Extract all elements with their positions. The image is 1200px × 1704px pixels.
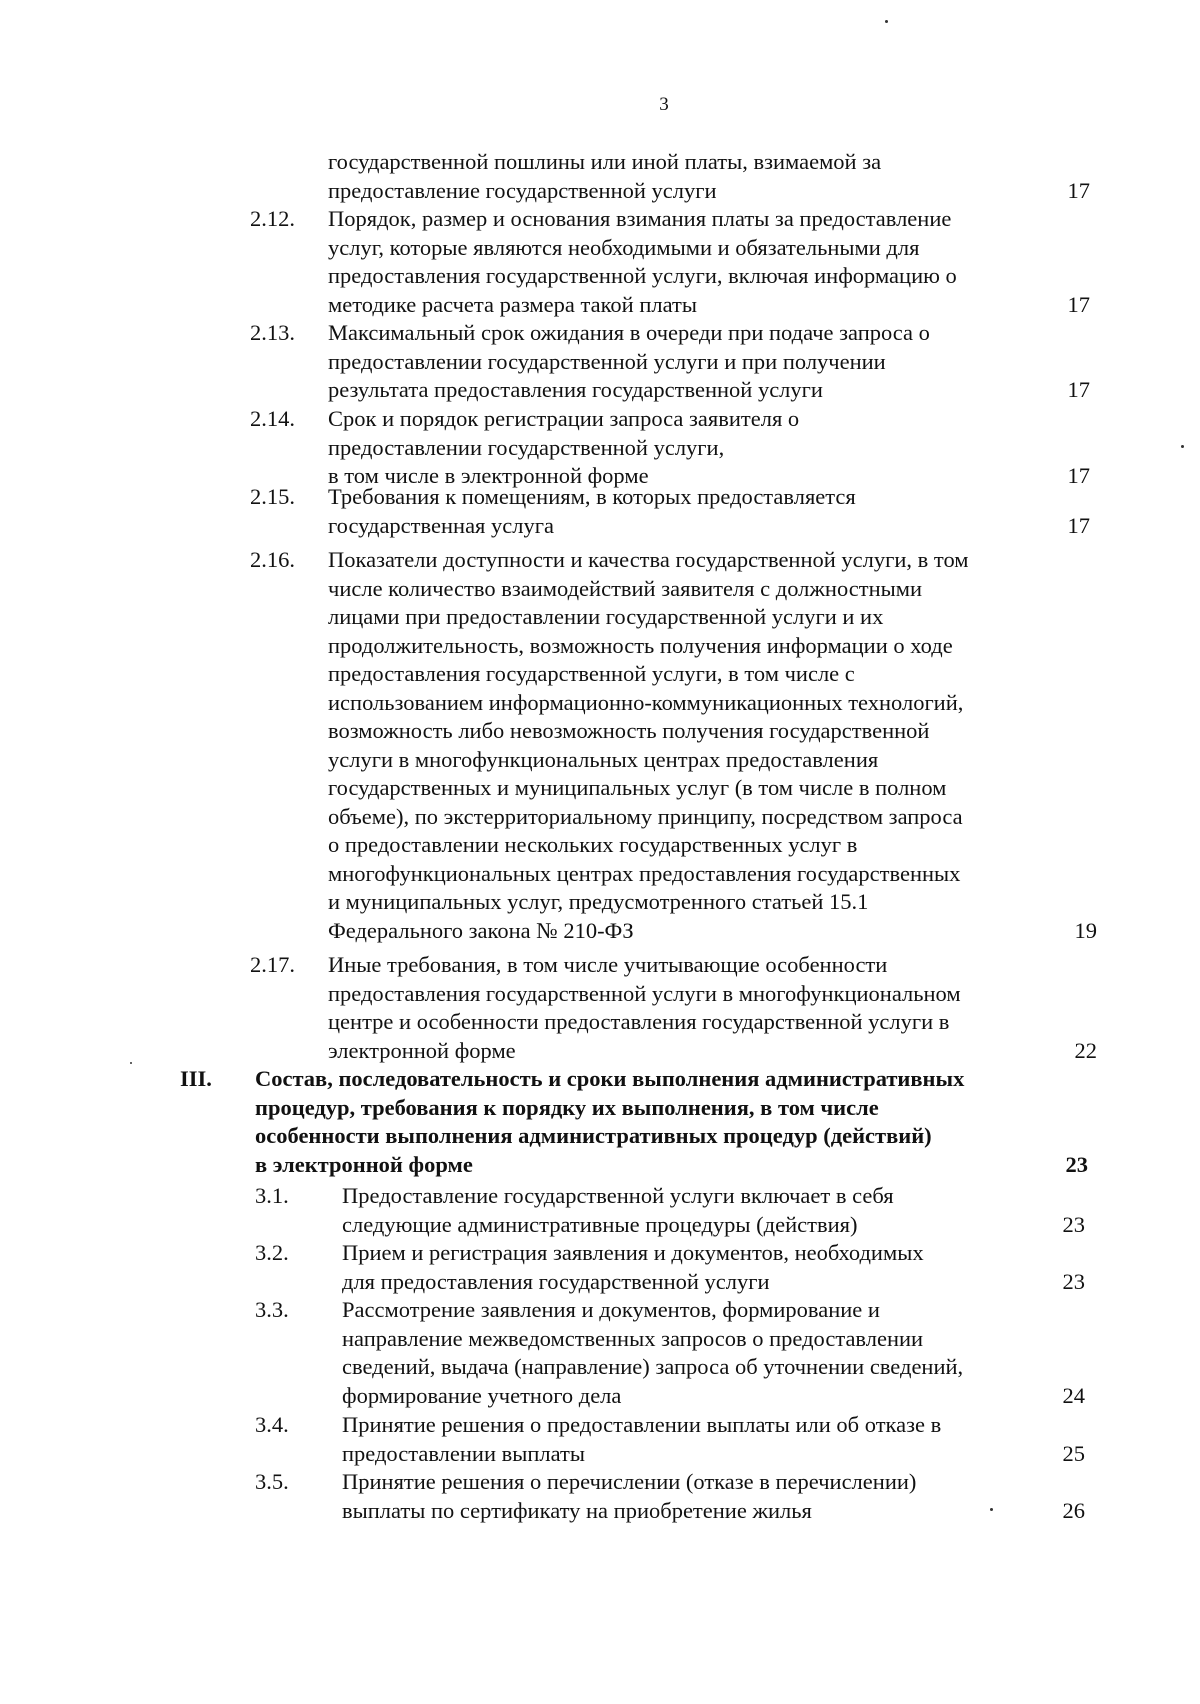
toc-entry-page: 17 xyxy=(1067,177,1090,203)
toc-entry-number: 3.1. xyxy=(255,1183,289,1208)
toc-entry-page: 23 xyxy=(1062,1268,1085,1294)
page-number: 3 xyxy=(659,94,669,115)
toc-entry-page: 17 xyxy=(1067,463,1090,488)
toc-entry-text-line: государственных и муниципальных услуг (в том числе в полном xyxy=(328,775,947,800)
toc-entry-text-line: объеме), по экстерриториальному принципу, посредством запроса xyxy=(328,803,963,829)
toc-entry-page: 24 xyxy=(1062,1382,1085,1408)
toc-entry-text-line: возможность либо невозможность получения государственной xyxy=(328,718,930,743)
toc-entry-text-line: продолжительность, возможность получения информации о ходе xyxy=(328,632,953,658)
toc-entry-number: 3.2. xyxy=(255,1240,289,1265)
toc-entry-text-line: Требования к помещениям, в которых предоставляется xyxy=(328,484,856,509)
toc-entry-text-line: числе количество взаимодействий заявителя с должностными xyxy=(328,575,923,601)
toc-entry-text-line: услуги в многофункциональных центрах предоставления xyxy=(328,746,879,772)
toc-entry-number: 3.3. xyxy=(255,1297,289,1322)
toc-entry-text-line: в том числе в электронной форме xyxy=(328,463,649,488)
toc-entry-text-line: выплаты по сертификату на приобретение жилья xyxy=(342,1497,812,1523)
toc-entry-text-line: Принятие решения о перечислении (отказе в перечислении) xyxy=(342,1469,917,1494)
toc-entry-page: 17 xyxy=(1067,291,1090,317)
toc-entry-number: III. xyxy=(180,1066,212,1091)
toc-entry-text-line: многофункциональных центрах предоставления государственных xyxy=(328,860,961,886)
toc-entry-text-line: особенности выполнения административных процедур (действий) xyxy=(255,1123,932,1148)
toc-entry-text-line: Принятие решения о предоставлении выплаты или об отказе в xyxy=(342,1412,942,1437)
toc-entry-text-line: Федерального закона № 210-ФЗ xyxy=(328,917,634,943)
toc-entry-number: 2.17. xyxy=(250,952,295,977)
toc-entry-text-line: предоставления государственной услуги, включая информацию о xyxy=(328,263,957,288)
toc-entry-text-line: государственная услуга xyxy=(328,512,554,538)
toc-entry-page: 23 xyxy=(1065,1151,1088,1177)
toc-entry-text-line: предоставлении выплаты xyxy=(342,1440,585,1466)
toc-entry-text-line: методике расчета размера такой платы xyxy=(328,291,697,317)
toc-entry-text-line: для предоставления государственной услуги xyxy=(342,1268,770,1294)
toc-entry-text-line: услуг, которые являются необходимыми и обязательными для xyxy=(328,234,920,260)
toc-entry-number: 3.5. xyxy=(255,1469,289,1494)
toc-entry-page: 19 xyxy=(1074,917,1097,943)
toc-entry-text-line: в электронной форме xyxy=(255,1151,473,1177)
toc-entry-text-line: предоставления государственной услуги, в том числе с xyxy=(328,661,855,686)
toc-entry-text-line: Максимальный срок ожидания в очереди при подаче запроса о xyxy=(328,320,930,345)
toc-entry-text-line: Показатели доступности и качества государственной услуги, в том xyxy=(328,547,969,572)
scan-speck xyxy=(885,20,888,23)
toc-entry-number: 2.12. xyxy=(250,206,295,231)
toc-entry-text-line: государственной пошлины или иной платы, взимаемой за xyxy=(328,149,882,174)
toc-entry-number: 3.4. xyxy=(255,1412,289,1437)
scan-speck xyxy=(130,1062,132,1064)
toc-entry-page: 17 xyxy=(1067,377,1090,402)
toc-entry-text-line: формирование учетного дела xyxy=(342,1382,622,1408)
toc-entry-text-line: и муниципальных услуг, предусмотренного статьей 15.1 xyxy=(328,889,869,914)
toc-entry-text-line: Рассмотрение заявления и документов, формирование и xyxy=(342,1297,880,1322)
toc-entry-text-line: использованием информационно-коммуникационных технологий, xyxy=(328,689,964,715)
toc-entry-text-line: предоставлении государственной услуги, xyxy=(328,434,725,460)
toc-entry-text-line: Иные требования, в том числе учитывающие особенности xyxy=(328,952,888,977)
toc-entry-text-line: предоставлении государственной услуги и при получении xyxy=(328,348,886,374)
toc-entry-number: 2.16. xyxy=(250,547,295,572)
toc-entry-text-line: Срок и порядок регистрации запроса заявителя о xyxy=(328,406,800,431)
toc-entry-page: 25 xyxy=(1062,1440,1085,1466)
toc-entry-text-line: предоставления государственной услуги в многофункциональном xyxy=(328,980,961,1006)
toc-entry-text-line: Предоставление государственной услуги включает в себя xyxy=(342,1183,894,1208)
scan-speck xyxy=(1181,445,1184,448)
toc-entry-number: 2.15. xyxy=(250,484,295,509)
toc-entry-text-line: направление межведомственных запросов о предоставлении xyxy=(342,1325,924,1351)
scan-speck xyxy=(990,1508,993,1511)
toc-entry-number: 2.14. xyxy=(250,406,295,431)
toc-entry-text-line: сведений, выдача (направление) запроса об уточнении сведений, xyxy=(342,1354,964,1379)
toc-entry-text-line: Прием и регистрация заявления и документов, необходимых xyxy=(342,1240,924,1265)
toc-entry-text-line: о предоставлении нескольких государственных услуг в xyxy=(328,832,858,857)
toc-entry-page: 22 xyxy=(1074,1037,1097,1063)
toc-entry-page: 26 xyxy=(1062,1497,1085,1523)
toc-entry-text-line: Состав, последовательность и сроки выполнения административных xyxy=(255,1066,965,1091)
toc-entry-text-line: процедур, требования к порядку их выполнения, в том числе xyxy=(255,1094,879,1120)
toc-entry-text-line: результата предоставления государственной услуги xyxy=(328,377,823,402)
toc-entry-text-line: предоставление государственной услуги xyxy=(328,177,717,203)
toc-entry-text-line: электронной форме xyxy=(328,1037,516,1063)
toc-entry-page: 17 xyxy=(1067,512,1090,538)
toc-entry-text-line: лицами при предоставлении государственной услуги и их xyxy=(328,604,884,629)
toc-entry-text-line: следующие административные процедуры (действия) xyxy=(342,1211,858,1237)
toc-entry-text-line: центре и особенности предоставления государственной услуги в xyxy=(328,1009,950,1034)
toc-entry-page: 23 xyxy=(1062,1211,1085,1237)
toc-entry-number: 2.13. xyxy=(250,320,295,345)
toc-entry-text-line: Порядок, размер и основания взимания платы за предоставление xyxy=(328,206,952,231)
